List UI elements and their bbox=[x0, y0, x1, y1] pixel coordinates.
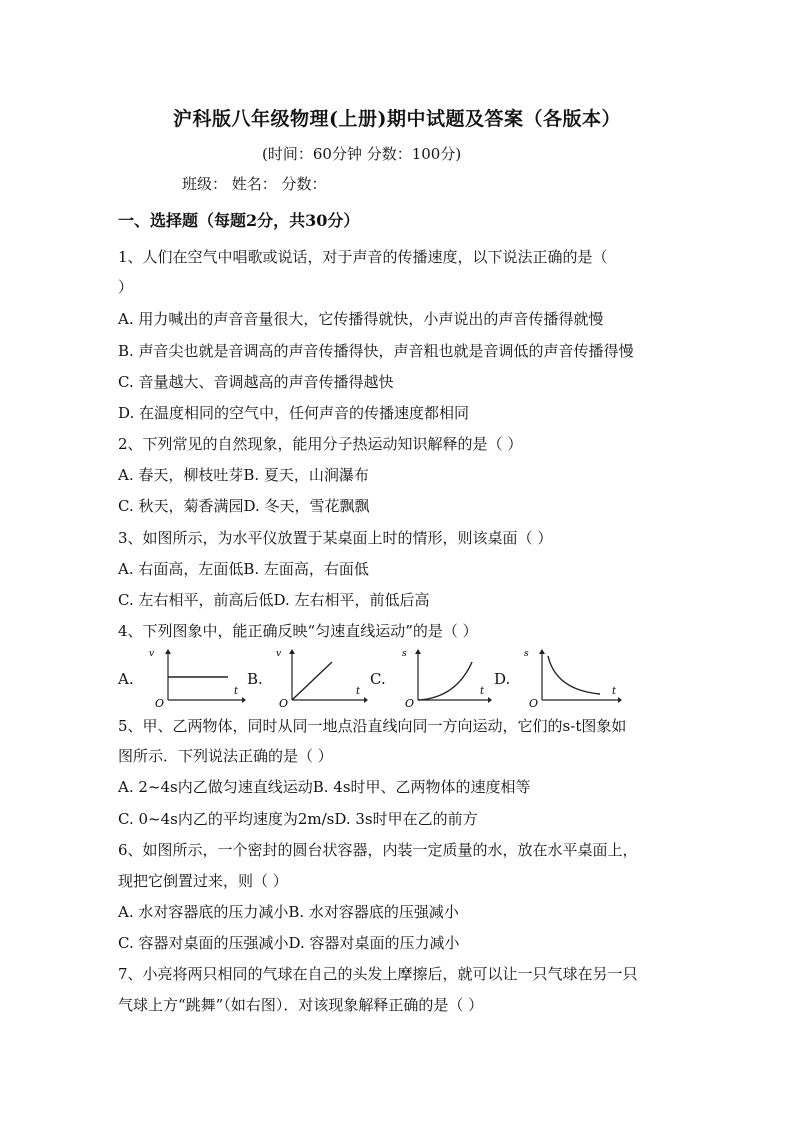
q4-graph-a-xaxis: t bbox=[234, 686, 239, 697]
q5-stem: 5、甲、乙两物体，同时从同一地点沿直线向同一方向运动，它们的s-t图象如 bbox=[118, 717, 627, 735]
q7-stem-cont: 气球上方“跳舞”（如右图）．对该现象解释正确的是（ ） bbox=[118, 996, 484, 1014]
q6-options-cd: C. 容器对桌面的压强减小D. 容器对桌面的压力减小 bbox=[118, 934, 460, 952]
q4-option-d-label: D. bbox=[494, 670, 511, 688]
q4-graph-d-origin: O bbox=[529, 697, 539, 708]
q4-graph-b-curve bbox=[292, 662, 332, 700]
q4-graph-a-origin: O bbox=[155, 697, 165, 708]
q4-option-a-label: A. bbox=[118, 670, 134, 688]
q4-graph-d-curve bbox=[548, 656, 600, 694]
q4-graph-d-yaxis: s bbox=[524, 649, 529, 659]
q3-options-cd: C. 左右相平，前高后低D. 左右相平，前低后高 bbox=[118, 591, 430, 609]
q4-graph-c bbox=[396, 646, 496, 712]
q4-graph-c-yaxis: s bbox=[402, 649, 407, 659]
exam-time-score: (时间：60分钟 分数：100分) bbox=[262, 145, 462, 163]
q4-graph-c-origin: O bbox=[405, 697, 415, 708]
q4-graph-d bbox=[520, 646, 630, 712]
q4-graph-d-xaxis: t bbox=[612, 686, 617, 697]
q1-option-a: A. 用力喊出的声音音量很大，它传播得就快，小声说出的声音传播得就慢 bbox=[118, 310, 604, 328]
q5-stem-cont: 图所示．下列说法正确的是（ ） bbox=[118, 747, 333, 765]
q4-graph-c-curve bbox=[418, 662, 472, 700]
q4-graph-b-xaxis: t bbox=[356, 686, 361, 697]
q6-options-ab: A. 水对容器底的压力减小B. 水对容器底的压强减小 bbox=[118, 903, 459, 921]
section-heading-choice: 一、选择题（每题2分，共30分） bbox=[118, 211, 360, 230]
q4-graph-b-yaxis: v bbox=[276, 649, 282, 659]
q2-options-ab: A. 春天，柳枝吐芽B. 夏天，山涧瀑布 bbox=[118, 466, 369, 484]
q6-stem-cont: 现把它倒置过来，则（ ） bbox=[118, 872, 288, 890]
q5-options-ab: A. 2~4s内乙做匀速直线运动B. 4s时甲、乙两物体的速度相等 bbox=[118, 778, 531, 796]
q4-graph-b bbox=[270, 646, 370, 712]
q3-stem: 3、如图所示，为水平仪放置于某桌面上时的情形，则该桌面（ ） bbox=[118, 529, 553, 547]
q4-graph-options bbox=[0, 646, 794, 710]
q4-stem: 4、下列图象中，能正确反映“匀速直线运动”的是（ ） bbox=[118, 622, 478, 640]
q1-option-c: C. 音量越大、音调越高的声音传播得越快 bbox=[118, 373, 394, 391]
q5-options-cd: C. 0~4s内乙的平均速度为2m/sD. 3s时甲在乙的前方 bbox=[118, 810, 478, 828]
q2-stem: 2、下列常见的自然现象，能用分子热运动知识解释的是（ ） bbox=[118, 435, 523, 453]
q4-graph-a bbox=[146, 646, 246, 712]
student-info-line: 班级： 姓名： 分数： bbox=[182, 175, 327, 193]
q4-graph-a-yaxis: v bbox=[149, 649, 155, 659]
q1-stem: 1、人们在空气中唱歌或说话，对于声音的传播速度，以下说法正确的是（ bbox=[118, 248, 608, 266]
page-title: 沪科版八年级物理(上册)期中试题及答案（各版本） bbox=[173, 108, 621, 130]
q6-stem: 6、如图所示，一个密封的圆台状容器，内装一定质量的水，放在水平桌面上， bbox=[118, 841, 638, 859]
q1-stem-cont: ） bbox=[118, 278, 134, 296]
q3-options-ab: A. 右面高，左面低B. 左面高，右面低 bbox=[118, 560, 369, 578]
q4-option-b-label: B. bbox=[247, 670, 263, 688]
q4-graph-b-origin: O bbox=[279, 697, 289, 708]
q7-stem: 7、小亮将两只相同的气球在自己的头发上摩擦后，就可以让一只气球在另一只 bbox=[118, 965, 638, 983]
q4-graph-c-xaxis: t bbox=[480, 686, 485, 697]
q1-option-b: B. 声音尖也就是音调高的声音传播得快，声音粗也就是音调低的声音传播得慢 bbox=[118, 342, 634, 360]
q1-option-d: D. 在温度相同的空气中，任何声音的传播速度都相同 bbox=[118, 404, 470, 422]
q4-option-c-label: C. bbox=[370, 670, 386, 688]
q2-options-cd: C. 秋天，菊香满园D. 冬天，雪花飘飘 bbox=[118, 497, 370, 515]
